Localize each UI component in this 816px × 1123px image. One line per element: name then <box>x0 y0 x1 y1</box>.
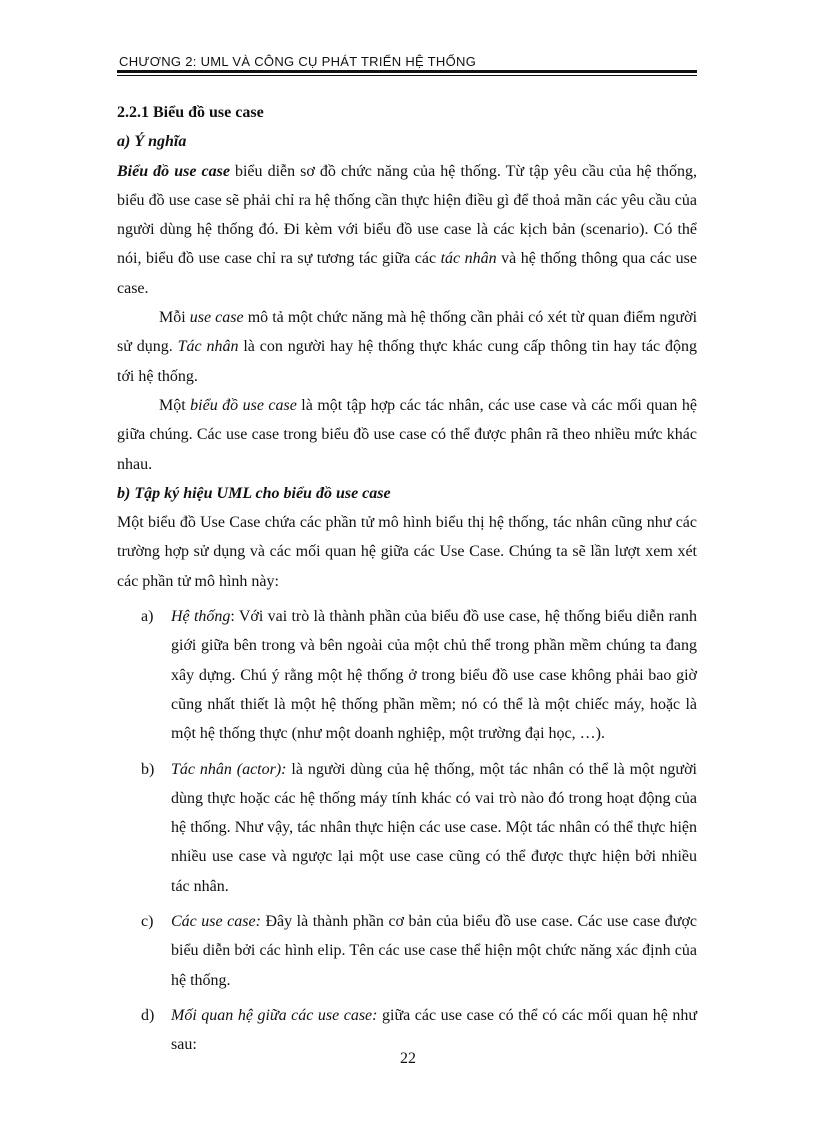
list-item: a) Hệ thống: Với vai trò là thành phần của biểu đồ use case, hệ thống biểu diễn ranh giới giữa bên trong và bên ngoài của một chủ thể trong phần mềm chúng ta đang xây dựng. Chú ý rằng một hệ thống ở trong biểu đồ use case không phải bao giờ cũng nhất thiết là một hệ thống phần mềm; nó có thể là một chiếc máy, hoặc là một hệ thống thực (như một doanh nghiệp, một trường đại học, …). <box>117 602 697 748</box>
page-content <box>117 98 697 1066</box>
element-list <box>117 602 697 1059</box>
paragraph-1: Biểu đồ use case biểu diễn sơ đồ chức năng của hệ thống. Từ tập yêu cầu của hệ thống, biểu đồ use case sẽ phải chỉ ra hệ thống cần thực hiện điều gì để thoả mãn các yêu cầu của người dùng hệ thống đó. Đi kèm với biểu đồ use case là các kịch bản (scenario). Có thể nói, biểu đồ use case chỉ ra sự tương tác giữa các tác nhân và hệ thống thông qua các use case. <box>117 162 698 297</box>
header-rule-thick <box>117 70 697 73</box>
list-marker: a) <box>141 608 154 626</box>
paragraph-intro: Một biểu đồ Use Case chứa các phần tử mô hình biểu thị hệ thống, tác nhân cũng như các trường hợp sử dụng và các mối quan hệ giữa các Use Case. Chúng ta sẽ lần lượt xem xét các phần tử mô hình này: <box>117 514 697 590</box>
paragraph-3: Một biểu đồ use case là một tập hợp các tác nhân, các use case và các mối quan hệ giữa chúng. Các use case trong biểu đồ use case có thể được phân rã theo nhiều mức khác nhau. <box>117 396 697 473</box>
list-marker: c) <box>141 913 154 931</box>
section-heading: 2.2.1 Biểu đồ use case <box>117 104 264 121</box>
term-use-case-diagram: Biểu đồ use case <box>117 162 230 180</box>
list-item: b) Tác nhân (actor): là người dùng của hệ thống, một tác nhân có thể là một người dùng thực hoặc các hệ thống máy tính khác có vai trò nào đó trong hoạt động của hệ thống. Như vậy, tác nhân thực hiện các use case. Một tác nhân có thể thực hiện nhiều use case và ngược lại một use case cũng có thể được thực hiện bởi nhiều tác nhân. <box>117 755 697 901</box>
list-item: c) Các use case: Đây là thành phần cơ bản của biểu đồ use case. Các use case được biểu diễn bởi các hình elip. Tên các use case thể hiện một chức năng xác định của hệ thống. <box>117 907 697 995</box>
running-header: CHƯƠNG 2: UML VÀ CÔNG CỤ PHÁT TRIỂN HỆ THỐNG <box>119 54 477 69</box>
list-marker: b) <box>141 760 155 778</box>
list-marker: d) <box>141 1006 155 1024</box>
header-rule-thin <box>117 75 697 76</box>
subheading-b: b) Tập ký hiệu UML cho biểu đồ use case <box>117 484 391 502</box>
paragraph-2: Mỗi use case mô tả một chức năng mà hệ thống cần phải có xét từ quan điểm người sử dụng. Tác nhân là con người hay hệ thống thực khác cung cấp thông tin hay tác động tới hệ thống. <box>117 309 698 385</box>
page-number: 22 <box>400 1050 416 1067</box>
list-item: d) Mối quan hệ giữa các use case: giữa các use case có thể có các mối quan hệ như sau: <box>117 1001 697 1060</box>
subheading-a: a) Ý nghĩa <box>117 133 187 151</box>
